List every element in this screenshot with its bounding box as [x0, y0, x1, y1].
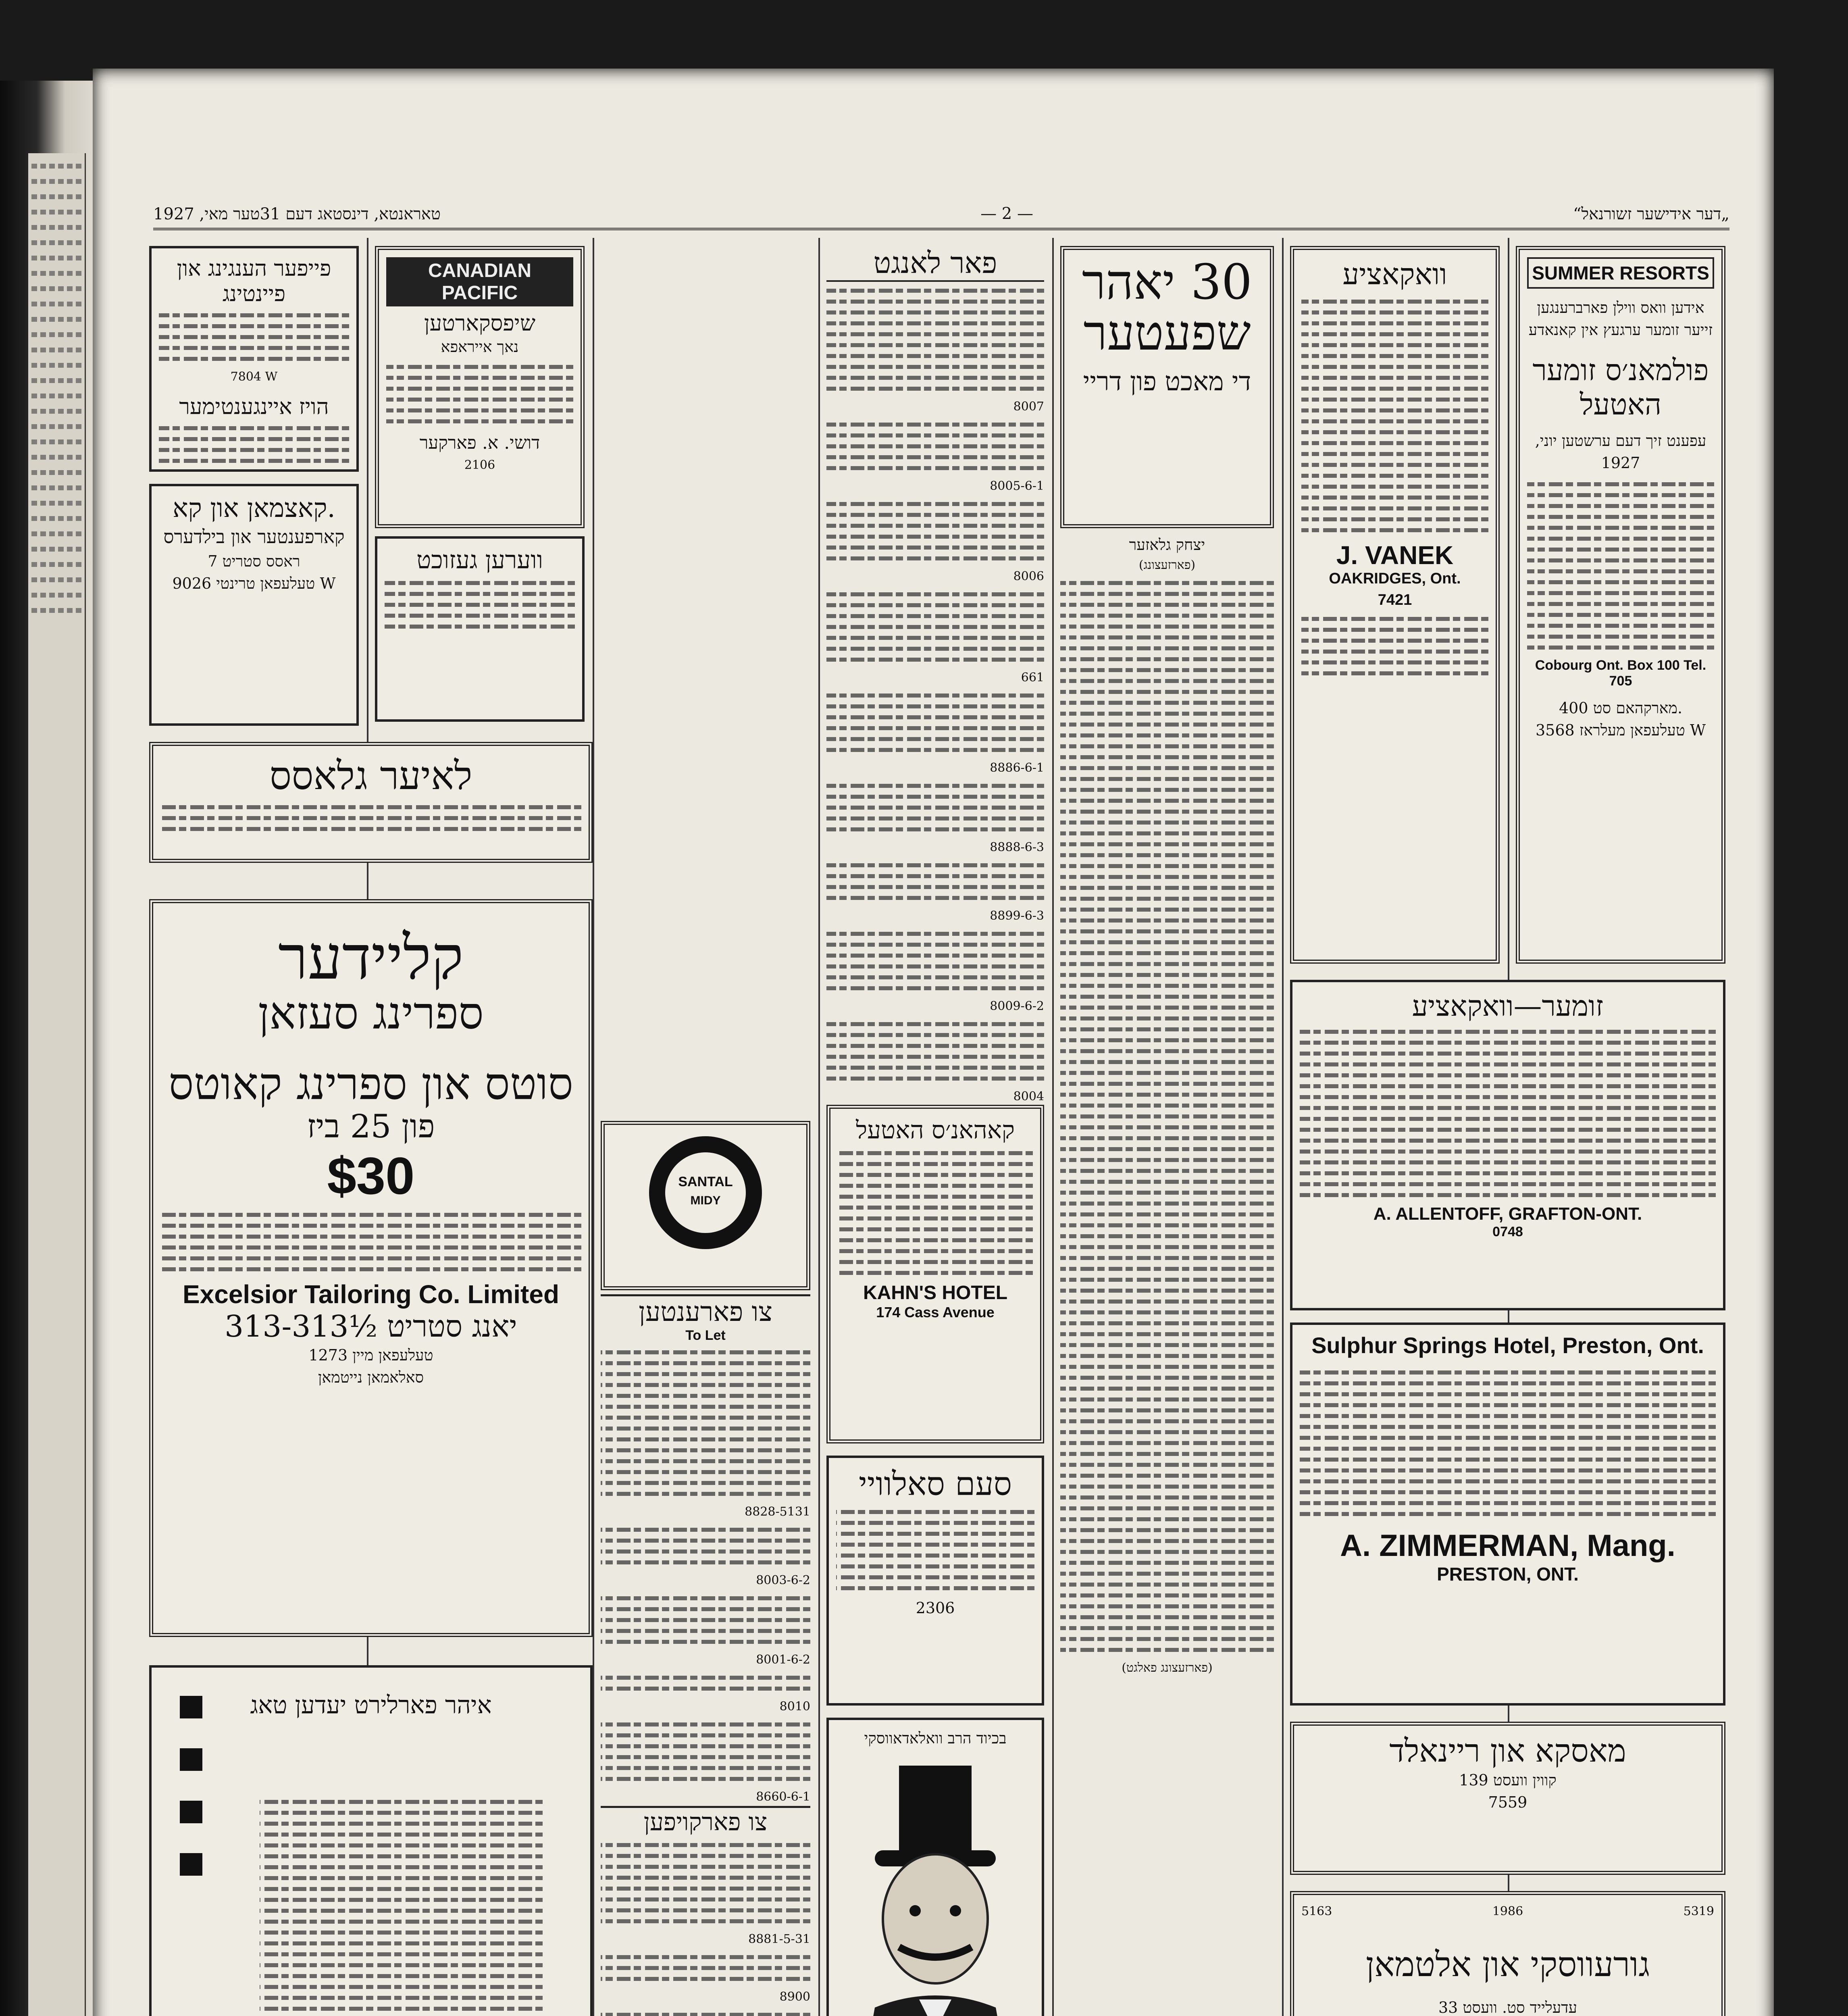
column-rule	[1282, 238, 1284, 2016]
continued-note: (פארזעצונג)	[1138, 558, 1196, 573]
vanek-name: J. VANEK	[1336, 541, 1454, 570]
sulphur-title: Sulphur Springs Hotel, Preston, Ont.	[1311, 1333, 1704, 1358]
gurevsky-altman-ad	[1290, 1891, 1725, 2016]
to-let-english: To Let	[685, 1328, 726, 1343]
summer-resorts-ad	[1516, 246, 1725, 964]
summer-resorts-title: SUMMER RESORTS	[1527, 257, 1714, 289]
adjacent-page-strip	[28, 153, 86, 2016]
ad-code: 8007	[1013, 400, 1044, 414]
decorative-block	[180, 1853, 202, 1876]
page-number: — 2 —	[980, 204, 1033, 223]
excelsior-phone: טעלעפאן מיין 1273	[308, 1346, 433, 1364]
later-heading: שפעטער	[1083, 305, 1251, 361]
mohel-ad	[826, 1718, 1044, 2016]
top-hat-icon	[899, 1766, 972, 1854]
home-owners-title: הויז איינגענטימער	[179, 394, 329, 419]
canadian-pacific-ad	[375, 246, 585, 528]
summer-vacation-title: זומער—וואקאציע	[1412, 989, 1604, 1023]
masthead-date: טאראנטא, דינסטאג דעם 31טער מאי, 1927	[153, 204, 441, 223]
story-title: די מאכט פון דריי	[1083, 367, 1251, 397]
price-value: $30	[327, 1146, 415, 1205]
health-heading: איהר פארלירט יעדען טאג	[250, 1691, 492, 1719]
glass-title: לאיער גלאסס	[269, 753, 472, 798]
masthead-title: „דער אידישער זשורנאל“	[1573, 204, 1729, 223]
ad-code: 8881-5-31	[748, 1932, 810, 1946]
continued-next: (פארזעצונג פאלגט)	[1122, 1661, 1213, 1675]
excelsior-name: Excelsior Tailoring Co. Limited	[182, 1279, 560, 1309]
vanek-phone: 7421	[1378, 591, 1412, 608]
paper-hanging-title: פייפער הענגינג און פיינטינג	[177, 256, 331, 306]
vacation-title: וואקאציע	[1342, 257, 1447, 291]
tailor-name: סאלאמאן נייטמאן	[318, 1368, 424, 1386]
santal-seal-icon	[645, 1132, 766, 1253]
wanted-heading: ווערען געזוכט	[416, 546, 543, 574]
ad-code: 8003-6-2	[756, 1573, 810, 1587]
spring-season: ספרינג סעזאן	[258, 987, 484, 1039]
preston-location: PRESTON, ONT.	[1437, 1564, 1579, 1585]
paper-phone: 7804 W	[230, 370, 278, 384]
kutzman-sub: קארפענטער און בילדערס	[163, 526, 345, 548]
ad-code: 8828-5131	[745, 1505, 810, 1519]
vanek-location: OAKRIDGES, Ont.	[1329, 570, 1461, 587]
ad-code: 8006	[1013, 569, 1044, 583]
ad-code: 661	[1021, 671, 1044, 685]
maskie-title: מאסקא און ריינאלד	[1389, 1733, 1626, 1769]
ship-tickets: שיפסקארטען	[424, 310, 536, 336]
santal-ad	[601, 1121, 810, 1290]
mohel-heading: בכיוד הרב וואלאדאווסקי	[864, 1729, 1007, 1747]
saloon-title: סעם סאלוויי	[859, 1465, 1012, 1503]
maskie-address: 139 קווין וועסט	[1459, 1771, 1557, 1789]
opening-date: עפענט זיך דעם ערשטען יוני, 1927	[1535, 432, 1706, 472]
summer-vacation-ad	[1290, 980, 1725, 1310]
excelsior-clothing-ad	[149, 899, 593, 1637]
kutzman-ad	[149, 484, 359, 726]
city-address: 400 מארקהאם סט.	[1559, 699, 1683, 717]
santal-sub: MIDY	[690, 1194, 721, 1207]
ad-code: 8009-6-2	[990, 999, 1044, 1013]
to-let-column	[601, 1294, 810, 2016]
price-range: פון 25 ביז	[307, 1107, 435, 1145]
column-rule	[1052, 238, 1054, 2016]
wanted-column	[826, 246, 1044, 1106]
decorative-block	[180, 1696, 202, 1718]
kahns-hotel-ad	[826, 1105, 1044, 1443]
ad-code: 8888-6-3	[990, 840, 1044, 854]
ad-code: 8899-6-3	[990, 909, 1044, 923]
paper-hanging-ad	[149, 246, 359, 472]
decorative-block	[180, 1748, 202, 1771]
zimmerman-name: A. ZIMMERMAN, Mang.	[1340, 1529, 1675, 1563]
column-rule	[818, 238, 820, 2016]
canadian-pacific-title: CANADIAN PACIFIC	[386, 257, 573, 306]
thirty-years-heading: 30 יאהר	[1082, 254, 1253, 310]
wanted-ad	[375, 536, 585, 722]
santal-label: SANTAL	[678, 1174, 733, 1189]
story-author: יצחק גלאזער	[1129, 536, 1205, 554]
kutzman-address: 7 ראסס סטריט	[208, 552, 300, 570]
to-europe: נאך אייראפא	[441, 338, 519, 356]
excelsior-address: 313-313½ יאנג סטריט	[225, 1309, 517, 1344]
allentoff-name: A. ALLENTOFF, GRAFTON-ONT.	[1373, 1204, 1642, 1224]
for-sale-title: צו פארקויפען	[601, 1806, 810, 1836]
summer-intro: אידען וואס ווילן פארברענגען זייער זומער ערגעץ אין קאנאדע	[1528, 299, 1713, 339]
decorative-block	[180, 1801, 202, 1823]
gurevsky-phone-2: 5319	[1683, 1904, 1714, 1918]
maskie-reynold-ad	[1290, 1722, 1725, 1875]
ad-code: 8886-6-1	[990, 761, 1044, 775]
gurevsky-phone-1: 5163	[1301, 1904, 1332, 1918]
ad-code: 8004	[1013, 1089, 1044, 1104]
portrait-illustration	[839, 1758, 1032, 2016]
gurevsky-address: 33 עדעלייד סט. וועסט	[1438, 1999, 1577, 2016]
kutzman-phone: טעלעפאן טרינטי 9026 W	[172, 574, 336, 592]
ad-code: 8010	[779, 1699, 810, 1714]
allentoff-phone: 0748	[1492, 1224, 1523, 1239]
agent-phone: 2106	[464, 458, 495, 472]
vacation-ad	[1290, 246, 1500, 964]
wanted-title: פאר לאנגט	[826, 246, 1044, 282]
glass-ad	[149, 742, 593, 863]
ad-code: 8005-6-1	[990, 479, 1044, 493]
serial-story-column	[1060, 246, 1274, 1677]
kahns-title: קאהאנ׳ס האטעל	[856, 1116, 1015, 1144]
ad-code: 8001-6-2	[756, 1653, 810, 1667]
pullmans-hotel-title: פולמאנ׳ס זומער האטעל	[1532, 353, 1709, 422]
kutzman-title: קאצמאן און קא.	[173, 494, 335, 523]
kahns-english: KAHN'S HOTEL	[863, 1282, 1008, 1304]
gurevsky-year: 1986	[1492, 1904, 1523, 1918]
maskie-phone: 7559	[1488, 1793, 1528, 1812]
suits-coats: סוטס און ספרינג קאוטס	[168, 1058, 574, 1110]
kahns-address: 174 Cass Avenue	[876, 1304, 995, 1320]
ad-code: 8660-6-1	[756, 1790, 810, 1804]
page-masthead	[153, 200, 1729, 230]
health-ad	[149, 1665, 593, 2016]
ad-code: 8900	[779, 1990, 810, 2004]
saloon-phone: 2306	[916, 1599, 955, 1617]
gurevsky-title: גורעווסקי און אלטמאן	[1365, 1945, 1650, 1984]
phone-number: טעלעפאן מעלראז 3568 W	[1535, 721, 1706, 739]
thirty-years-box	[1060, 246, 1274, 528]
column-rule	[593, 238, 594, 2016]
sulphur-springs-ad	[1290, 1322, 1725, 1706]
clothing-title: קליידער	[278, 923, 464, 993]
to-let-title: צו פארענטען	[601, 1294, 810, 1328]
cobourg-address: Cobourg Ont. Box 100 Tel. 705	[1535, 658, 1706, 689]
agent-name: דושי. א. פארקער	[419, 433, 540, 454]
saloon-ad	[826, 1456, 1044, 1706]
